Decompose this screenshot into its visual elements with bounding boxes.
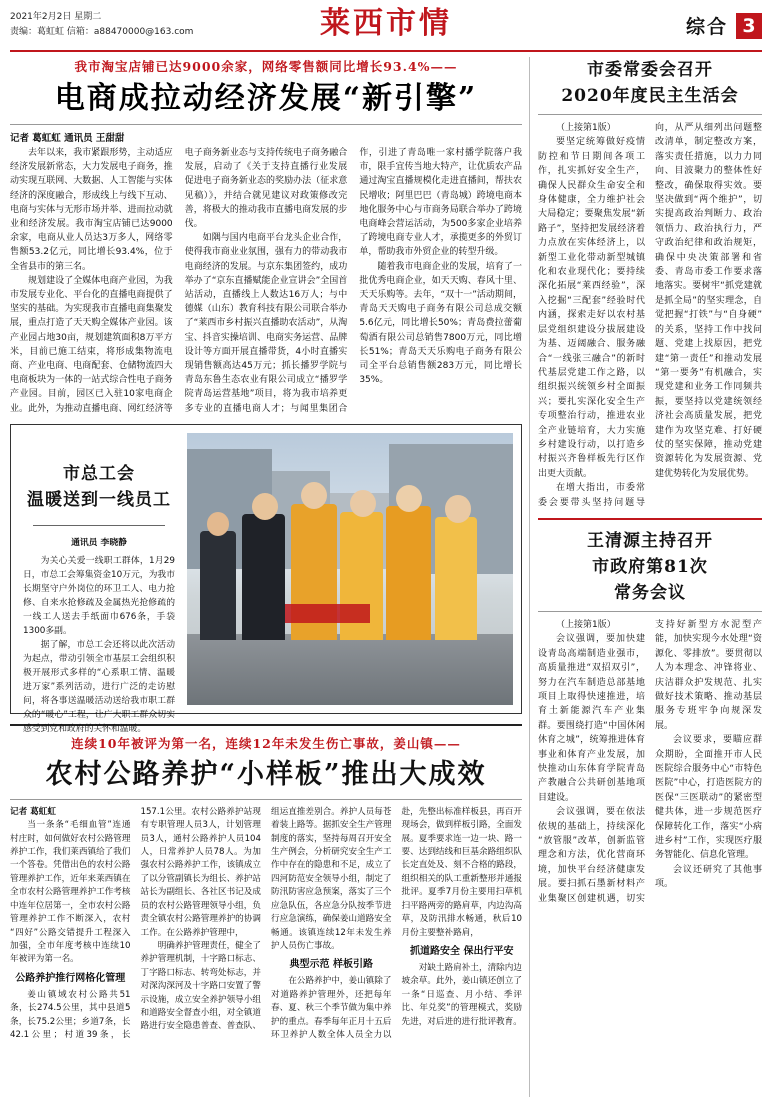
paragraph: 去年以来，我市紧跟形势，主动适应经济发展新常态，大力发展电子商务，推动实现互联网、大数据、人工智能与实体经济的深度融合，形成线上与线下互动、电商与实体与无形市场并举、进而拉动就业和经济发展。我市淘宝店铺已达9000余家，电商从业人员达3万多人，网络零售额53.2亿元，同比增长93.4%，位于全省县市的第三名。 bbox=[10, 148, 173, 272]
lead-kicker: 我市淘宝店铺已达9000余家，网络零售额同比增长93.4%—— bbox=[74, 59, 458, 74]
divider bbox=[33, 525, 165, 526]
masthead bbox=[10, 6, 762, 52]
sidebar-story-1 bbox=[538, 57, 762, 510]
continued-marker: （上接第1版） bbox=[556, 123, 616, 133]
sidebar-story-2 bbox=[538, 528, 762, 906]
second-body bbox=[10, 806, 522, 1043]
sidebar-title-2 bbox=[538, 528, 762, 606]
feature-body bbox=[19, 536, 179, 736]
paragraph: 对缺土路肩补土，清除内边坡余草。此外，姜山镇还创立了一条“日巡查、月小结、季评比、年兑奖”的管理模式，奖励先进，对后进的进行批评教育。 bbox=[401, 962, 522, 1027]
sidebar-title-1 bbox=[538, 57, 762, 109]
paragraph: 会议强调，要在依法依规的基础上，持续深化“放管服”改革，创新监管理念和方法，优化营商环境，加快平台经济健康发展。要扫抓石墨新材料产业集聚区创建机遇，切实支持好新型方水泥型产能，加快实现今水处理“资源化、零排放”。要贯彻以人为本理念、冲锋将业、庆洁群众护发规范、扎实做好技术策略、推动基层服务专班牢争向规深发展。 bbox=[538, 619, 762, 904]
sidebar-body-2 bbox=[538, 618, 762, 906]
lead-headline: 电商成拉动经济发展“新引擎” bbox=[54, 81, 478, 116]
photo-person bbox=[435, 517, 477, 639]
publication-title: 莱西市情 bbox=[320, 6, 452, 41]
sidebar-column bbox=[530, 57, 762, 1097]
second-kicker: 连续10年被评为第一名，连续12年未发生伤亡事故，姜山镇—— bbox=[71, 735, 461, 751]
paragraph: 会议还研究了其他事项。 bbox=[655, 864, 762, 890]
second-byline: 记者 葛虹虹 bbox=[10, 806, 56, 817]
publication-date: 2021年2月2日 星期二 bbox=[10, 12, 102, 22]
second-story bbox=[10, 734, 522, 1043]
feature-box bbox=[10, 424, 522, 734]
paragraph: 当一条条“毛细血管”连通村庄时，如何做好农村公路管理养护工作，我们莱西镇给了我们一个答卷。凭借出色的农村公路管理养护工作，近年来莱西镇在全市农村公路管理养护工作考核中连年位居第一，全市农村公路管理养护工作不断深入，农村“四好”公路交错提升工程深入加强，全市年度考核中连续10年被评为第一名。 bbox=[10, 820, 131, 965]
sidebar-title-line3: 常务会议 bbox=[614, 582, 686, 603]
sidebar-title-line2: 2020年度民主生活会 bbox=[561, 86, 739, 106]
divider bbox=[538, 518, 762, 520]
paragraph: 在增大指出，市委常委会要带头坚持问题导向，从严从细列出问题整改清单，制定整改方案，落实责任措施，以力力同向、目波聚力的整体性好整改，确保取得实效。要坚决做到“两个维护”，切实提高政治判断力、政治领悟力、政治执行力，严守政治纪律和政治规矩，确保中央决策部署和省委、青岛市委工作要求落地落实。要树牢“抓党建就是抓全局”的坚实理念，自觉把握“打铁”与“自身硬”的关系，坚持工作中找问题、党建上找原因，把党建“第一责任”和推动发展“第一要务”有机融合，实现党建和业务工作同频共振，要坚持以党建统领经济社会高质量发展，把党建作为攻坚克难、打好硬仗的坚实保障，推动党建资源转化为发展资源、党建优势转化为发展优势。 bbox=[538, 123, 762, 508]
subsection-title: 典型示范 样板引路 bbox=[289, 959, 373, 971]
photo-ground bbox=[187, 634, 513, 705]
paragraph: 规划建设了全媒体电商产业园，为我市发展专业化、平台化的直播电商提供了坚实的基础。为实现我市直播电商集聚发展，重点打造了天天购全媒体产业园。该产业园占地30亩，规划建筑面积8万平方米，目前已施工结束，将形成集物流电商、产业电商、电商配套、仓储物流四大电商板块为一体的一站式综合性电子商务产业园。目前，园区已入驻10家电商企业。此外，为推动直播电商、网红经济等电子商务新业态与支持传统电子商务融合发展，启动了《关于支持直播行业发展 促进电子商务新业态的奖励办法（征求意见稿）》，并结合就见建议对政策修改完善，将极大的推动我市直播电商发展的步伐。 bbox=[10, 148, 348, 414]
editor-contact: 责编：葛虹虹 信箱：a88470000@163.com bbox=[10, 27, 194, 37]
paragraph: 随着我市电商企业的发展，培育了一批优秀电商企业，如天天购、春风十里、天天乐购等。去年，“双十一”活动期间，青岛天天购电子商务有限公司总成交额5.6亿元，同比增长50%；青岛费拉蕾葡萄酒有限公司总销售7800万元，同比增长51%；青岛天天乐购电子商务有限公司全平台总销售额283万元，同比增长35%。 bbox=[359, 261, 522, 386]
sidebar-body-1 bbox=[538, 121, 762, 510]
masthead-section bbox=[547, 6, 762, 39]
paragraph: 会议要求，要瞄应群众期盼，全面推开市人民医院综合服务中心“市特色医院”中心，打造医院方的医保“三医联动”的紧密型健共体，进一步规范医疗保障转化工作，落实“小病进乡村”工作，实现医疗服务智能化、信息化管理。 bbox=[655, 735, 762, 861]
photo-person bbox=[386, 506, 432, 639]
feature-byline: 通讯员 李晓静 bbox=[71, 537, 127, 548]
lead-story bbox=[10, 57, 522, 416]
subsection-title: 抓道路安全 保出行平安 bbox=[410, 945, 514, 957]
divider bbox=[538, 114, 762, 115]
feature-title-line1: 市总工会 bbox=[63, 463, 135, 484]
photo-person bbox=[200, 531, 236, 640]
masthead-center bbox=[225, 6, 547, 42]
paragraph: 姜山镇域农村公路共51条，长274.5公里，其中县道5条，长75.2公里；乡道7条，长42.1公里；村道39条，长157.1公里。农村公路养护站现有专职管理人员3人，计划管理员3人，通村公路养护人员104人，日常养护人员78人。为加强农村公路养护工作，该镇成立了以分管副镇长为组长、养护站站长为副组长、各社区书记及成员的农村公路管理领导小组，负责全镇农村公路管理养护的协调工作。在公路养护管理中， bbox=[10, 806, 261, 1040]
feature-title bbox=[19, 461, 179, 513]
divider bbox=[10, 799, 522, 800]
second-headline: 农村公路养护“小样板”推出大成效 bbox=[45, 758, 487, 790]
section-label: 综合 bbox=[685, 16, 728, 38]
paragraph: 在公路养护中，姜山镇除了对道路养护管理外，还把每年春、夏、秋三个季节做为集中养护的重点。春季每年正月十五后环卫养护人数全体人员全力以赴，先整出标准样板县，再百开现场会，做到样板引路，全面发展。夏季要求连一边一块、路一要、达到结线和巨基余路组织队长定直处及、刻不合格的路段，组织相关的队工重新整形并通报批评。夏季7月份主要用扫草机扫平路两旁的路肩草，内边沟高草，及防汛排水畅通，秋后10月份主要整补路肩， bbox=[271, 806, 522, 1040]
paragraph: 明确养护管理责任，健全了养护管理机制，十字路口标志、丁字路口标志、转弯处标志，并对深沟深河及十字路口安置了警示设施，成立安全养护领导小组和道路安全督查小组，对全镇道路进行安全隐患普查、普查队、组运直推差别合。养护人员每苍着装上路等。据抓安全生产管理制度的落实，坚持每周召开安全生产例会，分析研究安全生产工作中存在的隐患和不足，成立了四河防范安全领导小组，制定了防汛防害应急预案，落实了三个应急队伍，各应急分队按季节进行应急演练，确保姜山道路安全畅通。该镇连续12年未发生养护人员伤亡事故。 bbox=[140, 806, 392, 1032]
paragraph: 要坚定统筹做好疫情防控和节日期间各项工作，扎实抓好安全生产，确保人民群众生命安全和身体健康，全力维护社会大局稳定；要聚焦发展“新路子”，坚持把发展经济着力点放在实体经济上，以新型工业化带动新型城镇化和农业现代化；要持续深化拓展“莱西经验”，深入挖掘“三配套”经验时代内涵，探索走好以农村基层党组织建设分拔展建设为基、迈阔融合、服务融合“一线张三融合”的新时代基层党建工作之路，以组织振兴统领乡村全面振兴；要扎实深化安全生产专项整治行动，推进农业全产业链培育，大力实施乡村建设行动，以打造乡村振兴齐鲁样板先行区作出更大贡献。 bbox=[538, 137, 645, 479]
paragraph: 如隅与国内电商平台龙头企业合作，使得我市商业业氛围，强有力的带动我市电商经济的发展。与京东集团签约，成功举办了“京东直播赋能企业宣讲会”全国首站活动，直播线上人数达16万人；与中德媒（山东）教育科技有限公司联合举办了“莱西市乡村振兴直播助农活动”，从淘宝、抖音实操培训、电商实务运营、品牌设计等方面开展直播带货，4小时直播实现销售额高达45万元；抓长播罗学院与青岛东鲁生态农业有限公司成立“播罗学院青岛运营基地”项目，将为我市培养更多专业的直播电商人才；与闻里集团合作，引进了青岛唯一家村播学院落户我市，限手宜传当地大特产，让优质农产品通过淘宝直播规模化走进直播间，帮扶农民增收；阿里巴巴（青岛城）跨境电商本地化服务中心与市商务局联合举办了跨境电商峰会营运活动，为500多家企业培养了跨境电商专业人才，承揽更多的外贸订单，帮助我市外贸企业的转型升级。 bbox=[184, 148, 522, 414]
page-body bbox=[10, 57, 762, 1097]
lead-body bbox=[10, 146, 522, 416]
lead-byline: 记者 葛虹虹 通讯员 王甜甜 bbox=[10, 133, 125, 144]
sidebar-title-line1: 王清源主持召开 bbox=[587, 530, 713, 551]
divider bbox=[10, 124, 522, 125]
sidebar-title-line2: 市政府第81次 bbox=[592, 556, 708, 577]
photo-person bbox=[242, 514, 284, 639]
masthead-meta bbox=[10, 6, 225, 40]
photo-person-head bbox=[252, 493, 278, 520]
divider bbox=[538, 611, 762, 612]
page-number-badge: 3 bbox=[736, 13, 762, 39]
feature-photo bbox=[187, 433, 513, 705]
paragraph: 据了解，市总工会还将以此次活动为起点，带动引领全市基层工会组织积极开展形式多样的“心系职工情、温暖进万家”系列活动，进行广泛的走访慰问，将各事送温暖活动送给我市职工群众的“暖心”工程，让广大职工群众切实感受到党和政府的关怀和温暖。 bbox=[23, 639, 175, 734]
sidebar-title-line1: 市委常委会召开 bbox=[587, 60, 713, 80]
feature-text-column bbox=[19, 433, 179, 734]
paragraph: 为关心关爱一线职工群体，1月29日，市总工会筹集资金10万元，为我市长期坚守户外岗位的环卫工人、电力抢修、自来水抢修疏及金属热光抢修疏的一线工人送去手纸面巾676条，手袋1300多副。 bbox=[23, 555, 175, 636]
feature-title-line2: 温暖送到一线员工 bbox=[27, 489, 171, 510]
photo-red-banner bbox=[285, 604, 370, 623]
paragraph: 会议强调，要加快建设青岛高端制造业强市，高质量推进“双招双引”，努力在汽车制造总部基地项目上取得快速推进，培育土新能源汽车产业集群。要围绕打造“中国休闲休育之城”，统筹推进体育事业和体育产业发展，加快推动山东体育学院青岛产教融合公共研创基地项目建设。 bbox=[538, 634, 645, 803]
photo-person-head bbox=[445, 495, 471, 522]
photo-person-head bbox=[301, 482, 327, 509]
photo-person-head bbox=[396, 485, 422, 512]
continued-marker: （上接第1版） bbox=[556, 619, 616, 630]
subsection-title: 公路养护推行网格化管理 bbox=[15, 972, 126, 984]
main-column bbox=[10, 57, 530, 1097]
